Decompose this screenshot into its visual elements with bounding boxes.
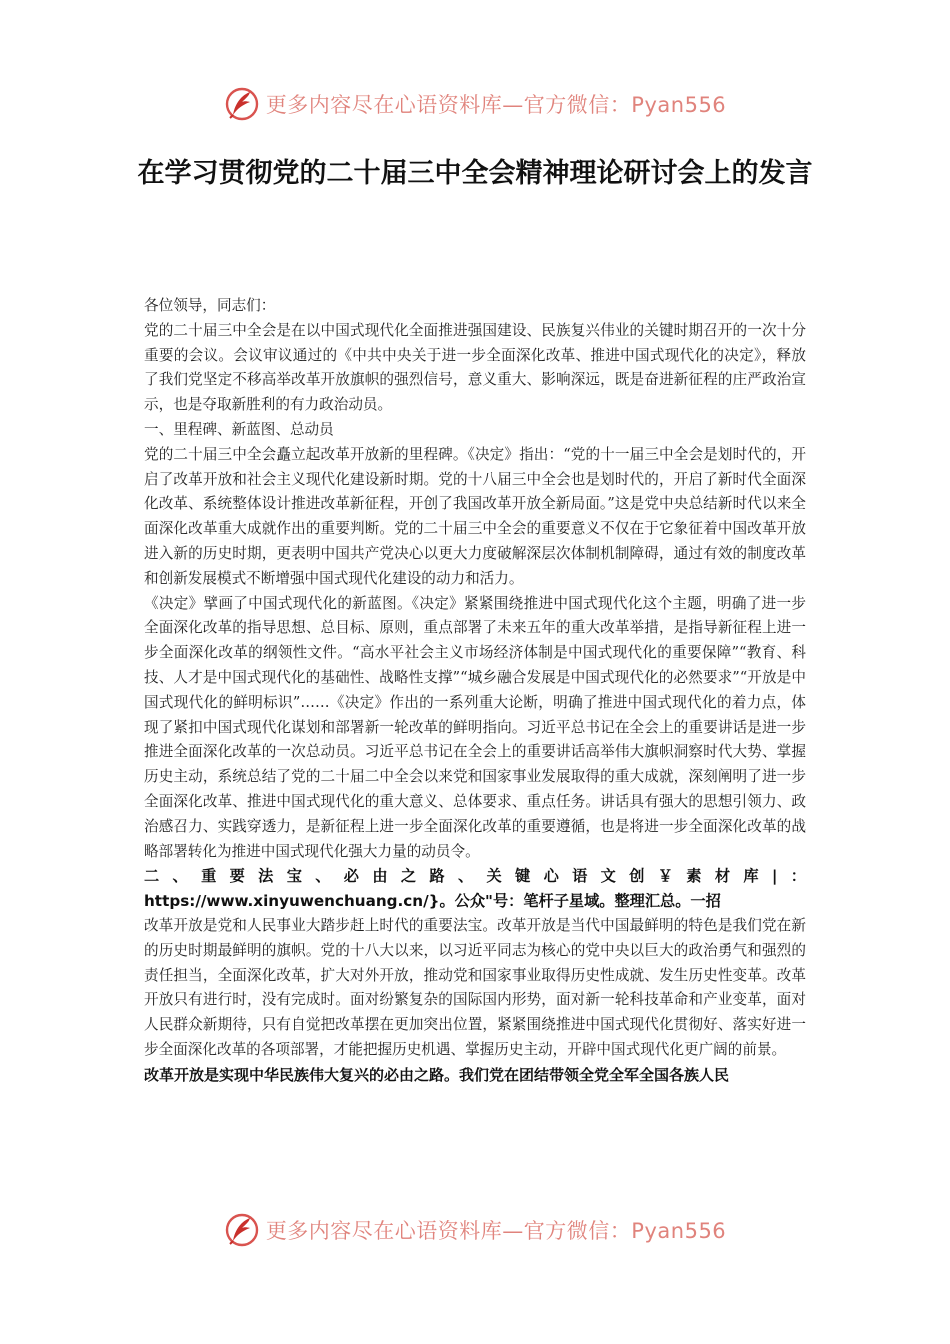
document-body [144,294,806,1088]
section-heading-2: 二、重要法宝、必由之路、关键心语文创￥素材库|：https://www.xinyuwenchuang.cn/}。公众"号：笔杆子星域。整理汇总。一招 [144,867,806,911]
banner-text: 更多内容尽在心语资料库—官方微信：Pyan556 [265,1219,727,1243]
feather-quill-icon [224,1212,260,1248]
salutation: 各位领导，同志们： [144,297,276,314]
paragraph: 《决定》擘画了中国式现代化的新蓝图。《决定》紧紧围绕推进中国式现代化这个主题，明确了进一步全面深化改革的指导思想、总目标、原则，重点部署了未来五年的重大改革举措，是指导新征程上进一步全面深化改革的纲领性文件。“高水平社会主义市场经济体制是中国式现代化的重要保障”“教育、科技、人才是中国式现代化的基础性、战略性支撑”“城乡融合发展是中国式现代化的必然要求”“开放是中国式现代化的鲜明标识”……《决定》作出的一系列重大论断，明确了推进中国式现代化的着力点，体现了紧扣中国式现代化谋划和部署新一轮改革的鲜明指向。习近平总书记在全会上的重要讲话是进一步推进全面深化改革的一次总动员。习近平总书记在全会上的重要讲话高举伟大旗帜洞察时代大势、掌握历史主动，系统总结了党的二十届二中全会以来党和国家事业发展取得的重大成就，深刻阐明了进一步全面深化改革、推进中国式现代化的重大意义、总体要求、重点任务。讲话具有强大的思想引领力、政治感召力、实践穿透力，是新征程上进一步全面深化改革的重要遵循，也是将进一步全面深化改革的战略部署转化为推进中国式现代化强大力量的动员令。 [144,594,806,860]
section-heading-1: 一、里程碑、新蓝图、总动员 [144,420,334,438]
feather-quill-icon [224,86,260,122]
footer-banner [0,1210,950,1250]
bold-paragraph: 改革开放是实现中华民族伟大复兴的必由之路。我们党在团结带领全党全军全国各族人民 [144,1065,730,1084]
paragraph: 改革开放是党和人民事业大踏步赶上时代的重要法宝。改革开放是当代中国最鲜明的特色是我们党在新的历史时期最鲜明的旗帜。党的十八大以来，以习近平同志为核心的党中央以巨大的政治勇气和强烈的责任担当，全面深化改革，扩大对外开放，推动党和国家事业取得历史性成就、发生历史性变革。改革开放只有进行时，没有完成时。面对纷繁复杂的国际国内形势，面对新一轮科技革命和产业变革，面对人民群众新期待，只有自觉把改革摆在更加突出位置，紧紧围绕推进中国式现代化贯彻好、落实好进一步全面深化改革的各项部署，才能把握历史机遇、掌握历史主动，开辟中国式现代化更广阔的前景。 [144,916,806,1058]
paragraph: 党的二十届三中全会矗立起改革开放新的里程碑。《决定》指出：“党的十一届三中全会是划时代的，开启了改革开放和社会主义现代化建设新时期。党的十八届三中全会也是划时代的，开启了新时代全面深化改革、系统整体设计推进改革新征程，开创了我国改革开放全新局面。”这是党中央总结新时代以来全面深化改革重大成就作出的重要判断。党的二十届三中全会的重要意义不仅在于它象征着中国改革开放进入新的历史时期，更表明中国共产党决心以更大力度破解深层次体制机制障碍，通过有效的制度改革和创新发展模式不断增强中国式现代化建设的动力和活力。 [144,445,806,587]
banner-text: 更多内容尽在心语资料库—官方微信：Pyan556 [265,93,727,117]
paragraph: 党的二十届三中全会是在以中国式现代化全面推进强国建设、民族复兴伟业的关键时期召开的一次十分重要的会议。会议审议通过的《中共中央关于进一步全面深化改革、推进中国式现代化的决定》，释放了我们党坚定不移高举改革开放旗帜的强烈信号，意义重大、影响深远，既是奋进新征程的庄严政治宣示，也是夺取新胜利的有力政治动员。 [144,321,806,414]
page-title: 在学习贯彻党的二十届三中全会精神理论研讨会上的发言 [137,158,813,189]
header-banner [0,84,950,124]
